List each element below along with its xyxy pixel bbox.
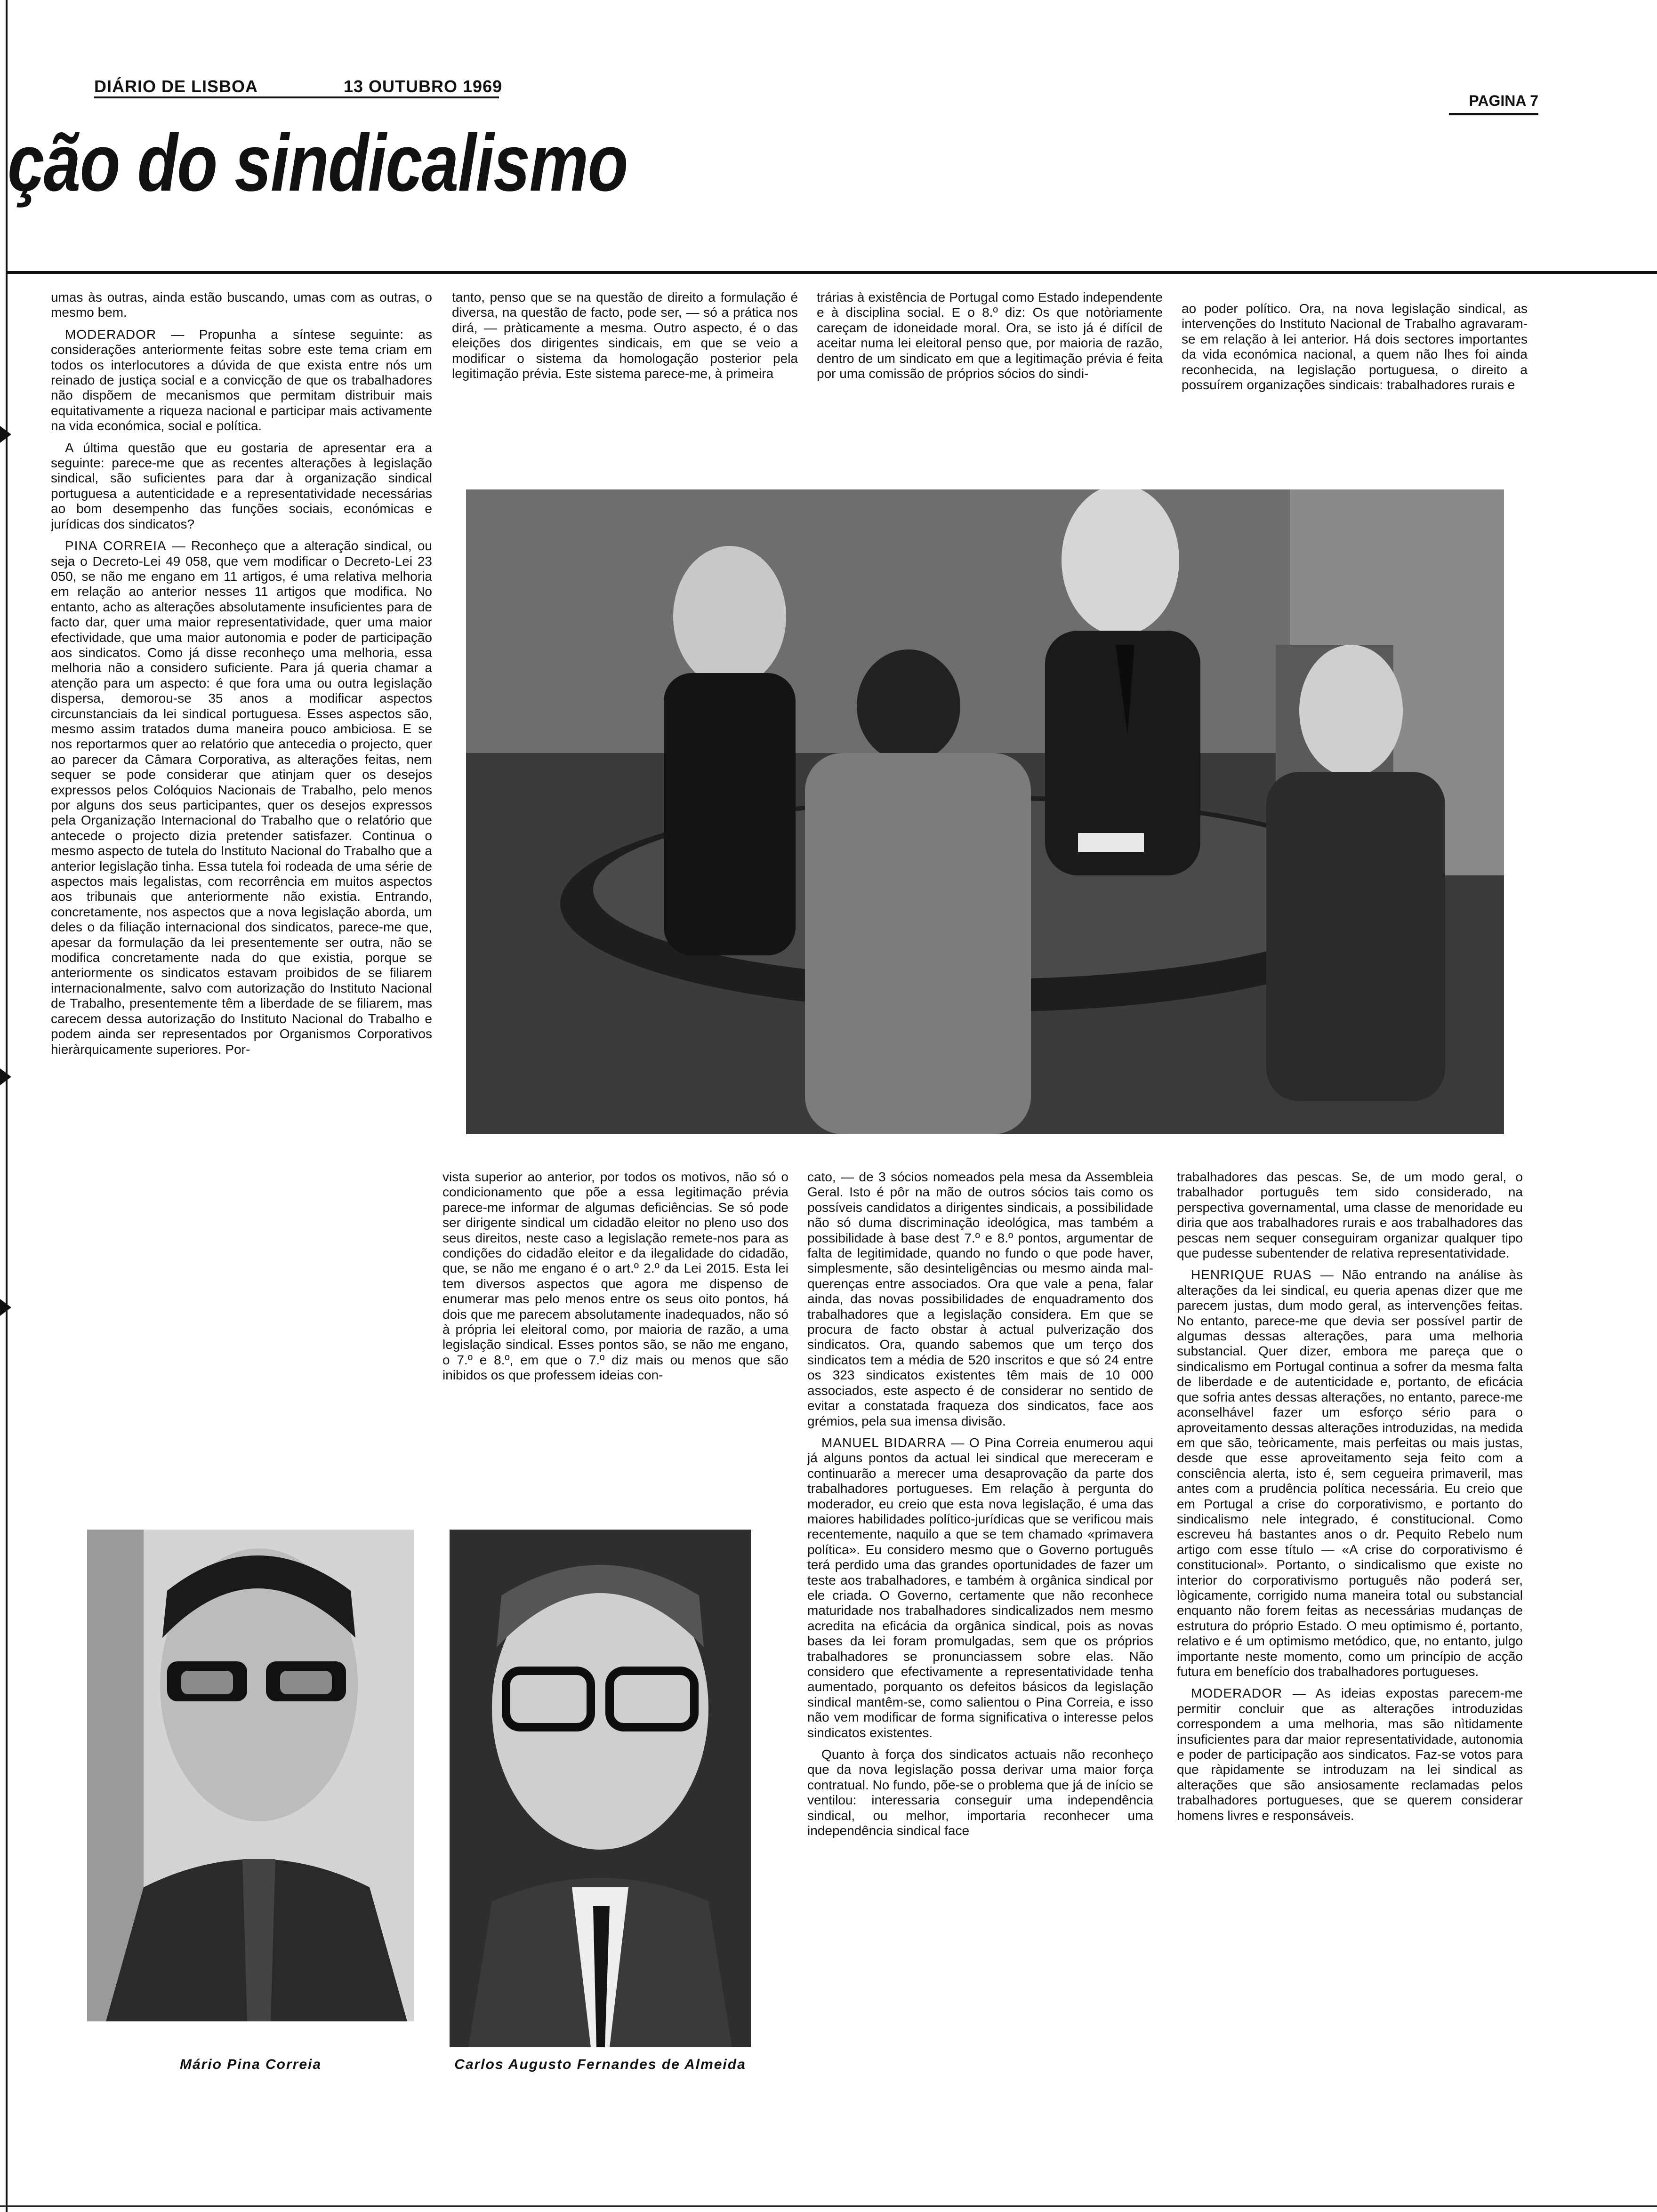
paragraph-text: — O Pina Correia enumerou aqui já alguns pontos da actual lei sindical que mereceram e continuarão a merecer uma desaprovação da parte dos trabalhadores portugueses. Em relação à pergunta do moderador, eu creio que esta nova legislação, é uma das maiores habilidades político-jurídicas que se verificou mais recentemente, naquilo a que se tem chamado «primavera política». Eu considero mesmo que o Governo português terá perdido uma das grandes oportunidades de fazer um teste aos trabalhadores, e também à orgânica sindical por ele criada. O Governo, certamente que não reconhece maturidade nos trabalhadores sindicalizados nem mesmo acredita na eficácia da orgânica sindical, pois as novas bases da lei foram promulgadas, sem que os próprios trabalhadores se pronunciassem sobre elas. Não considero que efectivamente a representatividade tenha aumentado, porquanto os defeitos básicos da legislação sindical mantêm-se, como salientou o Pina Correia, e isso não vem modificar de forma significativa o interesse pelos sindicatos existentes.: [807, 1435, 1153, 1740]
issue-date: 13 OUTUBRO 1969: [344, 77, 503, 96]
caption-left-portrait: Mário Pina Correia: [179, 2057, 322, 2072]
paragraph-text: — Não entrando na análise às alterações da lei sindical, eu queria apenas dizer que me parecem justas, dum modo geral, as intervenções feitas. No entanto, parece-me que devia ser possível partir de algumas dessas alterações, para uma melhoria substancial. Quer dizer, embora me pareça que o sindicalismo em Portugal continua a sofrer da mesma falta de liberdade e de autenticidade e, portanto, de eficácia que sofria antes dessas alterações, no entanto, parece-me aconselhável fazer um esforço sério para o aproveitamento dessas alterações introduzidas, na medida em que são, teòricamente, mais perfeitas ou mais justas, desde que esse aproveitamento seja feito com a consciência alerta, isto é, sem cegueira primaveril, mas antes com a prudência política necessária. Eu creio que em Portugal a crise do corporativismo, e portanto do sindicalismo nele integrado, é constitucional. Como escreveu há bastantes anos o dr. Pequito Rebelo num artigo com esse título — «A crise do corporativismo é constitucional». Portanto, o sindicalismo que existe no interior do corporativismo português não poderá ser, lògicamente, corrigido numa maneira total ou substancial enquanto não forem feitas as necessárias mudanças de estrutura do próprio Estado. O meu optimismo é, portanto, relativo e é um optimismo metódico, que, no entanto, julgo importante neste momento, como um princípio de acção futura em benefício dos trabalhadores portugueses.: [1177, 1267, 1523, 1679]
paragraph: [1177, 1170, 1523, 1261]
paragraph: [442, 1170, 788, 1383]
paragraph-text: ao poder político. Ora, na nova legislação sindical, as intervenções do Instituto Nacional de Trabalho agravaram-se em relação à lei anterior. Há dois sectores importantes da vida económica nacional, a quem não lhes foi ainda reconhecida, na legislação portuguesa, o direito a possuírem organizações sindicais: trabalhadores rurais e: [1182, 301, 1528, 393]
paragraph-text: — Propunha a síntese seguinte: as considerações anteriormente feitas sobre este tema criam em todos os interlocutores a dúvida de que exista entre nós um reinado de justiça social e a convicção de que os trabalhadores não dispõem de mecanismos que permitam distribuir mais equitativamente a riqueza nacional e participar mais activamente na vida económica, social e política.: [51, 327, 432, 433]
article-column-1: [51, 290, 432, 1530]
article-column-3-top: [817, 290, 1163, 483]
paragraph-text: — As ideias expostas parecem-me permitir concluir que as alterações introduzidas correspondem a uma melhoria, mas são nìtidamente insuficientes para dar maior representatividade, autonomia e poder de participação aos sindicatos. Faz-se votos para que ràpidamente se introduzam na lei sindical as alterações que são ansiosamente reclamadas pelos trabalhadores portugueses, que se querem considerar homens livres e responsáveis.: [1177, 1686, 1523, 1823]
paragraph: [51, 327, 432, 434]
paragraph: [817, 290, 1163, 381]
paragraph: [51, 538, 432, 1057]
newspaper-name: DIÁRIO DE LISBOA: [94, 77, 258, 96]
paragraph: [1182, 301, 1528, 393]
paragraph-text: umas às outras, ainda estão buscando, umas com as outras, o mesmo bem.: [51, 290, 432, 320]
panel-discussion-photo-art: [466, 489, 1504, 1134]
margin-arrow: [0, 426, 11, 443]
headline: ção do sindicalismo: [8, 118, 627, 208]
masthead-rule: [94, 96, 499, 98]
paragraph-text: trabalhadores das pescas. Se, de um modo geral, o trabalhador português tem sido considerado, na perspectiva governamental, uma classe de menoridade eu diria que aos trabalhadores rurais e aos trabalhadores das pescas nem sequer conseguiram organizar qualquer tipo que pudesse subentender de relativa representatividade.: [1177, 1170, 1523, 1261]
paragraph-text: A última questão que eu gostaria de apresentar era a seguinte: parece-me que as recentes alterações à legislação sindical, são suficientes para dar à organização sindical portuguesa a autenticidade e a representatividade necessárias ao bom desempenho das funções sociais, económicas e jurídicas dos sindicatos?: [51, 440, 432, 531]
paragraph-text: vista superior ao anterior, por todos os motivos, não só o condicionamento que põe a essa legitimação prévia parece-me informar de algumas deficiências. Se só pode ser dirigente sindical um cidadão eleitor no pleno uso dos seus direitos, neste caso a legislação remete-nos para as condições do cidadão eleitor e da ilegalidade do cidadão, que, se não me engano é o art.º 2.º da Lei 2015. Esta lei tem diversos aspectos que agora me dispenso de enumerar mas pelo menos entre os seus oito pontos, há dois que me parecem absolutamente inadequados, não só à própria lei eleitoral como, por maioria de razão, a uma legislação sindical. Esses pontos são, se não me engano, o 7.º e 8.º, em que o 7.º diz mais ou menos que são inibidos os que professem ideias con-: [442, 1170, 788, 1383]
paragraph: [807, 1170, 1153, 1429]
paragraph: [51, 441, 432, 532]
margin-arrow: [0, 1068, 11, 1085]
headline-rule: [8, 271, 1657, 274]
portrait-right-photo: [450, 1530, 751, 2047]
paragraph-text: — Reconheço que a alteração sindical, ou seja o Decreto-Lei 49 058, que vem modificar o Decreto-Lei 23 050, se não me engano em 11 artigos, é uma relativa melhoria em relação ao anterior nesses 11 artigos que modifica. No entanto, acho as alterações absolutamente insuficientes para de facto dar, quer uma maior representatividade, quer uma maior efectividade, que uma maior autonomia e poder de participação aos sindicatos. Como já disse reconheço uma melhoria, essa melhoria não a considero suficiente. Para já queria chamar a atenção para um aspecto: é que fora uma ou outra legislação dispersa, demorou-se 35 anos a modificar aspectos circunstanciais da lei sindical portuguesa. Esses aspectos são, mesmo assim tratados duma maneira pouco ambiciosa. E se nos reportarmos quer ao relatório que antecedia o projecto, quer ao parecer da Câmara Corporativa, as alterações feitas, nem sequer se pode considerar que atinjam quer os desejos expressos pelos Colóquios Nacionais de Trabalho, pelo menos por alguns dos seus participantes, quer os desejos expressos pela Organização Internacional do Trabalho que o relatório que antecede o projecto dizia pretender satisfazer. Continua o mesmo aspecto de tutela do Instituto Nacional do Trabalho que a anterior legislação tinha. Essa tutela foi rodeada de uma série de aspectos mais legalistas, com recorrência em muitos aspectos aos tribunais que anteriormente não existia. Entrando, concretamente, nos aspectos que a nova legislação aborda, um deles o da filiação internacional dos sindicatos, parece-me que, apesar da formulação da lei presentemente ser outra, não se modifica concretamente nada do que existia, porque se anteriormente os sindicatos estavam proibidos de se filiarem internacionalmente, salvo com autorização do Instituto Nacional de Trabalho, presentemente têm a liberdade de se filiarem, mas carecem dessa autorização do Instituto Nacional do Trabalho e podem ainda ser representados por Organismos Corporativos hieràrquicamente superiores. Por-: [51, 538, 432, 1057]
speaker-name: PINA CORREIA: [65, 538, 167, 553]
paragraph: [807, 1435, 1153, 1740]
paragraph-text: trárias à existência de Portugal como Estado independente e à disciplina social. E o 8.º diz: Os que notòriamente careçam de idoneidade moral. Ora, se isto já é difícil de aceitar numa lei eleitoral penso que, por maioria de razão, dentro de um sindicato em que a legitimação prévia é feita por uma comissão de próprios sócios do sindi-: [817, 290, 1163, 381]
paragraph-text: cato, — de 3 sócios nomeados pela mesa da Assembleia Geral. Isto é pôr na mão de outros sócios tais como os possíveis candidatos a dirigentes sindicais, a possibilidade não só duma discriminação ideológica, mas também a possibilidade à base dest 7.º e 8.º pontos, argumentar de falta de legitimidade, quando no fundo o que pode haver, simplesmente, são desinteligências ou mesmo ainda mal-querenças entre associados. Ora que vale a pena, falar ainda, das novas possibilidades de enquadramento dos trabalhadores que a legislação considera. Em que se procura de facto obstar à actual pulverização dos sindicatos. Ora, quando sabemos que um terço dos sindicatos tem a média de 520 inscritos e que só 24 entre os 323 sindicatos existentes têm mais de 10 000 associados, este aspecto é de considerar no sentido de evitar a constatada fraqueza dos sindicatos, face aos grémios, pela sua imensa divisão.: [807, 1170, 1153, 1428]
page-number-rule: [1449, 113, 1538, 115]
page-left-border: [6, 0, 8, 2212]
speaker-name: MODERADOR: [1191, 1686, 1283, 1701]
caption-right-portrait: Carlos Augusto Fernandes de Almeida: [454, 2057, 746, 2072]
paragraph: [452, 290, 798, 381]
portrait-left-photo: [87, 1530, 414, 2021]
paragraph: [807, 1747, 1153, 1838]
article-column-4-top: [1182, 301, 1528, 485]
paragraph: [51, 290, 432, 321]
page-bottom-edge: [0, 2205, 1657, 2207]
paragraph: [1177, 1686, 1523, 1823]
article-column-2-top: [452, 290, 798, 483]
portrait-right-art: [450, 1530, 751, 2047]
speaker-name: HENRIQUE RUAS: [1191, 1267, 1312, 1282]
article-column-4-bottom: [1177, 1170, 1523, 2191]
speaker-name: MODERADOR: [65, 327, 157, 342]
margin-arrow: [0, 1299, 11, 1316]
article-column-2-bottom: [442, 1170, 788, 1527]
paragraph-text: tanto, penso que se na questão de direito a formulação é diversa, na questão de facto, pode ser, — só a prática nos dirá, — pràticamente a mesma. Outro aspecto, é o das eleições dos dirigentes sindicais, em que se veio a modificar o sistema da homologação posterior pela legitimação prévia. Este sistema parece-me, à primeira: [452, 290, 798, 381]
panel-discussion-photo: [466, 489, 1504, 1134]
portrait-left-art: [87, 1530, 414, 2021]
speaker-name: MANUEL BIDARRA: [821, 1435, 946, 1450]
paragraph: [1177, 1267, 1523, 1679]
page-number: PAGINA 7: [1469, 92, 1538, 109]
article-column-3-bottom: [807, 1170, 1153, 2191]
paragraph-text: Quanto à força dos sindicatos actuais não reconheço que da nova legislação possa derivar uma maior força contratual. No fundo, põe-se o problema que já de início se ventilou: interessaria conseguir uma independência sindical, ou melhor, importaria reconhecer uma independência sindical face: [807, 1747, 1153, 1838]
